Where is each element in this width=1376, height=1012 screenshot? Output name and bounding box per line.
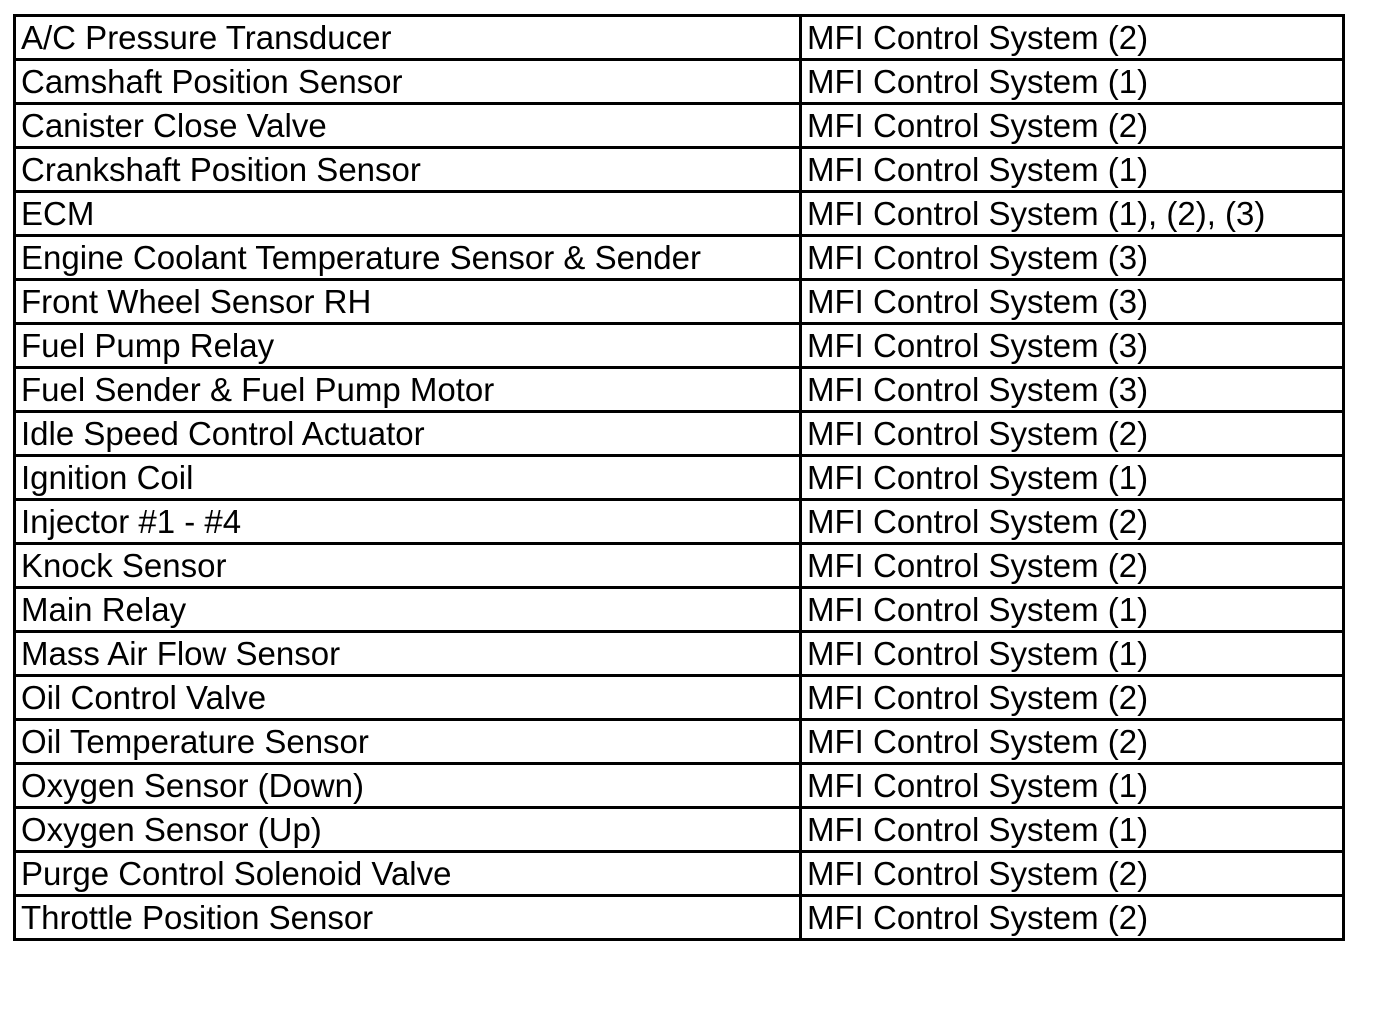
component-name-cell: Oil Temperature Sensor bbox=[15, 720, 801, 764]
table-row bbox=[15, 808, 1344, 852]
table-row bbox=[15, 60, 1344, 104]
system-reference-cell: MFI Control System (1), (2), (3) bbox=[801, 192, 1344, 236]
component-name-cell: Canister Close Valve bbox=[15, 104, 801, 148]
component-name-cell: Injector #1 - #4 bbox=[15, 500, 801, 544]
table-row bbox=[15, 544, 1344, 588]
system-reference-cell: MFI Control System (2) bbox=[801, 852, 1344, 896]
component-name-cell: Front Wheel Sensor RH bbox=[15, 280, 801, 324]
table-row bbox=[15, 412, 1344, 456]
component-name-cell: Ignition Coil bbox=[15, 456, 801, 500]
system-reference-cell: MFI Control System (2) bbox=[801, 896, 1344, 940]
component-name-cell: Camshaft Position Sensor bbox=[15, 60, 801, 104]
system-reference-cell: MFI Control System (1) bbox=[801, 808, 1344, 852]
component-name-cell: Main Relay bbox=[15, 588, 801, 632]
system-reference-cell: MFI Control System (3) bbox=[801, 236, 1344, 280]
system-reference-cell: MFI Control System (2) bbox=[801, 104, 1344, 148]
component-name-cell: Purge Control Solenoid Valve bbox=[15, 852, 801, 896]
system-reference-cell: MFI Control System (1) bbox=[801, 632, 1344, 676]
component-name-cell: Crankshaft Position Sensor bbox=[15, 148, 801, 192]
table-row bbox=[15, 764, 1344, 808]
table-row bbox=[15, 676, 1344, 720]
system-reference-cell: MFI Control System (1) bbox=[801, 60, 1344, 104]
system-reference-cell: MFI Control System (3) bbox=[801, 324, 1344, 368]
component-location-table bbox=[13, 14, 1345, 941]
system-reference-cell: MFI Control System (2) bbox=[801, 544, 1344, 588]
component-name-cell: Oxygen Sensor (Up) bbox=[15, 808, 801, 852]
table-body bbox=[15, 16, 1344, 940]
table-row bbox=[15, 324, 1344, 368]
table-row bbox=[15, 632, 1344, 676]
table-row bbox=[15, 500, 1344, 544]
table-row bbox=[15, 16, 1344, 60]
table-row bbox=[15, 148, 1344, 192]
system-reference-cell: MFI Control System (3) bbox=[801, 280, 1344, 324]
component-name-cell: Oxygen Sensor (Down) bbox=[15, 764, 801, 808]
system-reference-cell: MFI Control System (1) bbox=[801, 456, 1344, 500]
table-row bbox=[15, 720, 1344, 764]
component-name-cell: Engine Coolant Temperature Sensor & Sender bbox=[15, 236, 801, 280]
component-name-cell: Fuel Sender & Fuel Pump Motor bbox=[15, 368, 801, 412]
table-row bbox=[15, 280, 1344, 324]
system-reference-cell: MFI Control System (2) bbox=[801, 500, 1344, 544]
component-name-cell: Idle Speed Control Actuator bbox=[15, 412, 801, 456]
component-name-cell: ECM bbox=[15, 192, 801, 236]
table-row bbox=[15, 456, 1344, 500]
table-row bbox=[15, 852, 1344, 896]
component-name-cell: Oil Control Valve bbox=[15, 676, 801, 720]
component-name-cell: A/C Pressure Transducer bbox=[15, 16, 801, 60]
system-reference-cell: MFI Control System (1) bbox=[801, 148, 1344, 192]
system-reference-cell: MFI Control System (2) bbox=[801, 676, 1344, 720]
table-row bbox=[15, 104, 1344, 148]
component-table-container bbox=[13, 14, 1345, 941]
table-row bbox=[15, 588, 1344, 632]
component-name-cell: Knock Sensor bbox=[15, 544, 801, 588]
table-row bbox=[15, 192, 1344, 236]
system-reference-cell: MFI Control System (1) bbox=[801, 588, 1344, 632]
system-reference-cell: MFI Control System (2) bbox=[801, 720, 1344, 764]
table-row bbox=[15, 236, 1344, 280]
component-name-cell: Throttle Position Sensor bbox=[15, 896, 801, 940]
table-row bbox=[15, 368, 1344, 412]
system-reference-cell: MFI Control System (2) bbox=[801, 16, 1344, 60]
table-row bbox=[15, 896, 1344, 940]
system-reference-cell: MFI Control System (1) bbox=[801, 764, 1344, 808]
system-reference-cell: MFI Control System (3) bbox=[801, 368, 1344, 412]
component-name-cell: Mass Air Flow Sensor bbox=[15, 632, 801, 676]
system-reference-cell: MFI Control System (2) bbox=[801, 412, 1344, 456]
component-name-cell: Fuel Pump Relay bbox=[15, 324, 801, 368]
